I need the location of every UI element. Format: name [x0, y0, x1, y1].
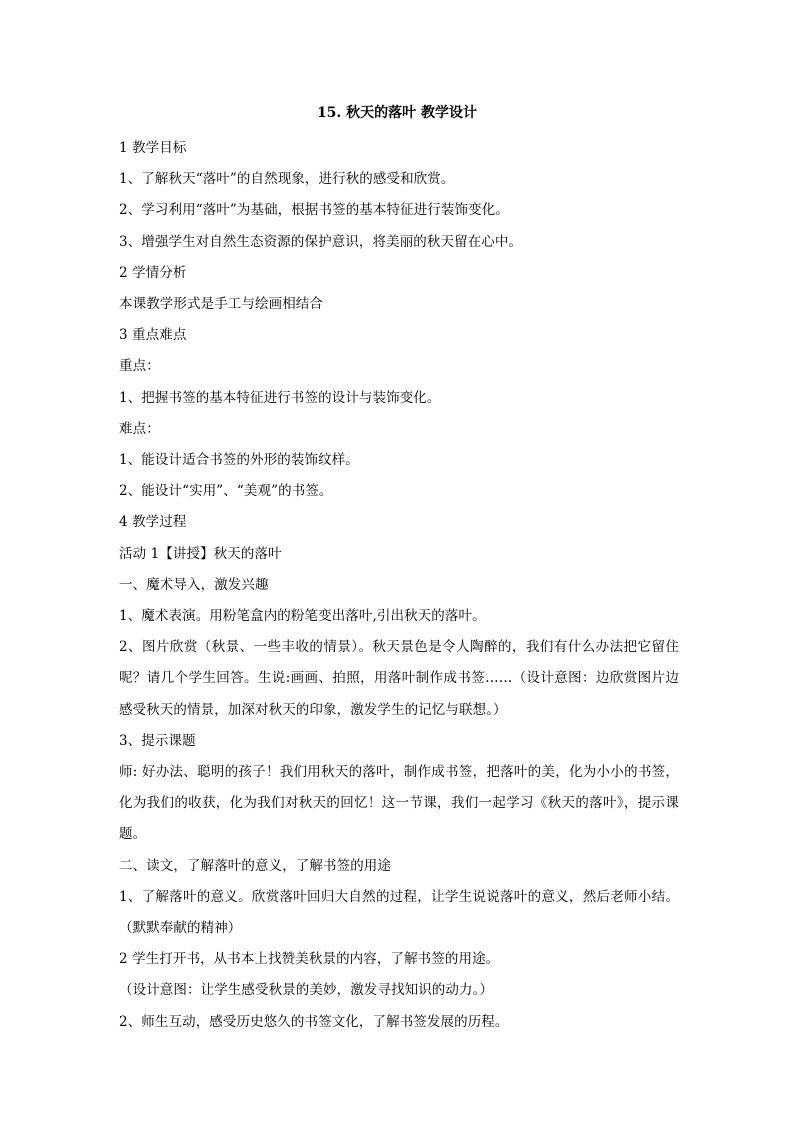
paragraph: 活动 1【讲授】秋天的落叶 [119, 545, 282, 562]
paragraph: 二、读文，了解落叶的意义，了解书签的用途 [119, 857, 391, 874]
paragraph: 1、了解秋天“落叶”的自然现象，进行秋的感受和欣赏。 [119, 171, 455, 188]
paragraph: 2、学习利用“落叶”为基础，根据书签的基本特征进行装饰变化。 [119, 202, 509, 219]
paragraph: 师: 好办法、聪明的孩子！我们用秋天的落叶，制作成书签，把落叶的美，化为小小的书签，化为我们的收获，化为我们对秋天的回忆！这一节课，我们一起学习《秋天的落叶》，提示课题。 [119, 764, 679, 843]
paragraph: 3、增强学生对自然生态资源的保护意识，将美丽的秋天留在心中。 [119, 233, 523, 250]
section-heading-goals: 1 教学目标 [119, 140, 187, 156]
paragraph: 重点： [119, 358, 160, 375]
document-title: 15. 秋天的落叶 教学设计 [316, 105, 478, 121]
section-heading-key-points: 3 重点难点 [119, 327, 187, 344]
paragraph: 2、图片欣赏（秋景、一些丰收的情景）。秋天景色是令人陶醉的，我们有什么办法把它留住呢？请几个学生回答。生说:画画、拍照，用落叶制作成书签……（设计意图：边欣赏图片边感受秋天的情景，加深对秋天的印象，激发学生的记忆与联想。） [119, 639, 679, 718]
section-heading-process: 4 教学过程 [119, 514, 187, 531]
paragraph: 3、提示课题 [119, 732, 196, 749]
section-heading-analysis: 2 学情分析 [119, 264, 187, 281]
paragraph: 本课教学形式是手工与绘画相结合 [119, 296, 323, 313]
paragraph: （设计意图：让学生感受秋景的美妙，激发寻找知识的动力。） [119, 982, 494, 999]
document-body [119, 133, 679, 1038]
paragraph: 2 学生打开书，从书本上找赞美秋景的内容，了解书签的用途。 [119, 951, 500, 968]
paragraph: 1、了解落叶的意义。欣赏落叶回归大自然的过程，让学生说说落叶的意义，然后老师小结。（默默奉献的精神） [119, 888, 679, 937]
paragraph: 1、把握书签的基本特征进行书签的设计与装饰变化。 [119, 389, 441, 406]
paragraph: 1、魔术表演。用粉笔盒内的粉笔变出落叶,引出秋天的落叶。 [119, 608, 486, 625]
paragraph: 难点： [119, 420, 160, 437]
paragraph: 1、能设计适合书签的外形的装饰纹样。 [119, 452, 359, 469]
paragraph: 2、能设计“实用”、“美观”的书签。 [119, 483, 333, 500]
paragraph: 2、师生互动，感受历史悠久的书签文化，了解书签发展的历程。 [119, 1013, 509, 1030]
paragraph: 一、魔术导入，激发兴趣 [119, 576, 269, 593]
